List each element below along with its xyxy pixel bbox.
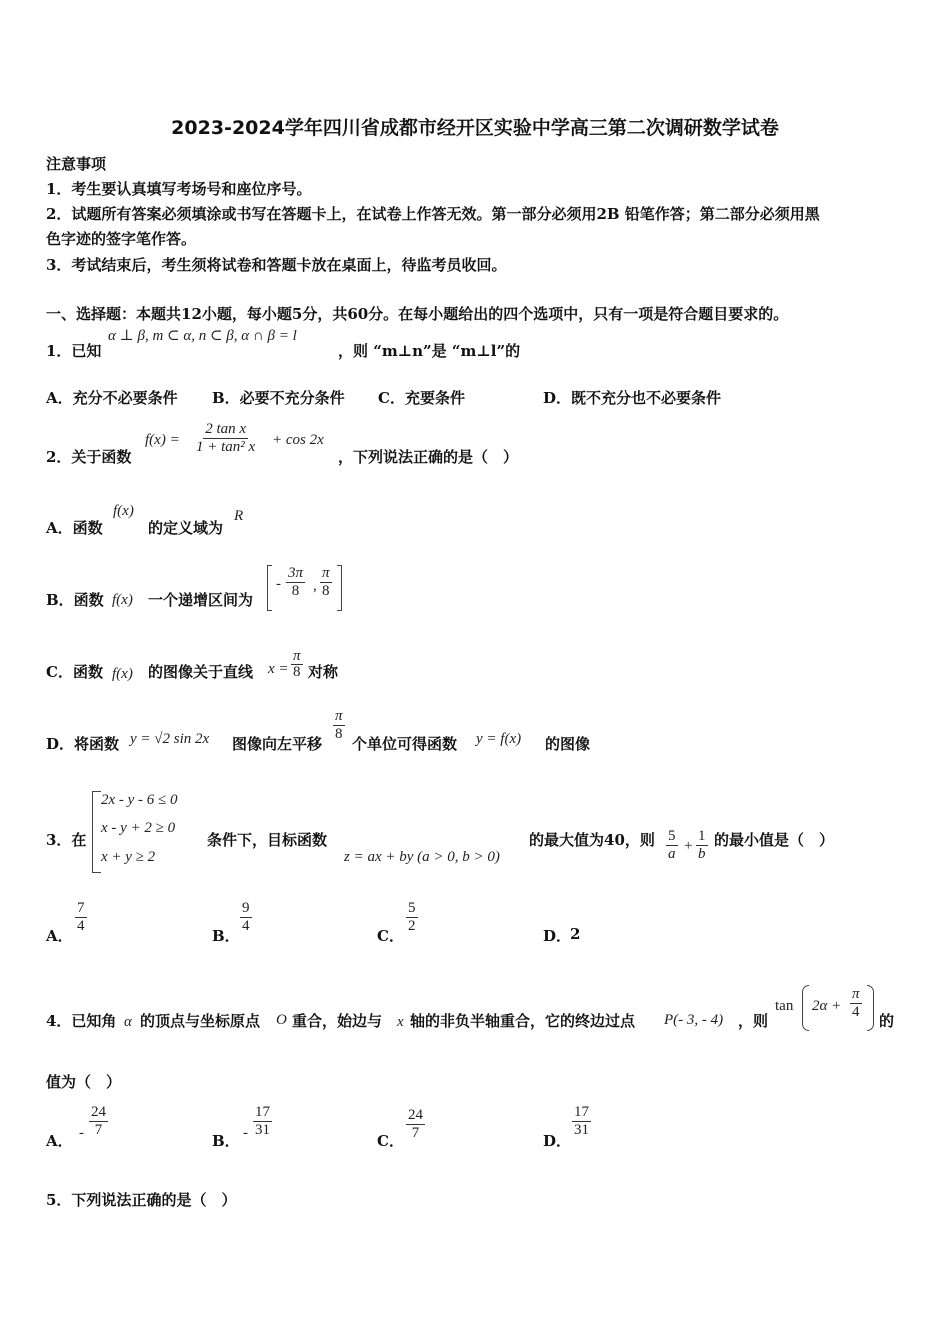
q4-text: 轴的非负半轴重合，它的终边过点 [410,1012,636,1030]
q3-f2-num: 1 [698,828,706,844]
q1-suffix: ，则 “m⊥n”是 “m⊥l”的 [338,342,521,360]
q2-prefix: 2．关于函数 [46,448,132,466]
q2-option-b-frac1 [286,565,305,600]
q3-c-den: 2 [408,918,416,934]
q4-option-d-label: D． [543,1132,572,1150]
q2-option-d-frac [333,708,345,743]
q4-x: x [397,1014,404,1030]
q3-c-num: 5 [408,900,416,916]
q1-option-c: C．充要条件 [378,389,465,407]
q4-text: 重合，始边与 [292,1012,383,1030]
q4-alpha: α [124,1014,132,1030]
q2-b-num1: 3π [288,565,304,581]
q5-text: 5．下列说法正确的是（ ） [46,1191,237,1209]
q2-option-b-fx: f(x) [112,592,133,608]
q2-option-c-prefix: C．函数 [46,663,103,681]
q3-f2-den: b [698,846,706,862]
q3-b-num: 9 [242,900,250,916]
q3-brace [92,791,101,873]
q2-option-d-text2: 个单位可得函数 [352,735,458,753]
q3-f1-den: a [668,846,676,862]
q2-option-b-text: 一个递增区间为 [148,591,254,609]
q4-text: 的 [879,1012,895,1030]
q2-option-a-text: 的定义域为 [148,519,224,537]
q2-option-b-right-bracket [337,565,342,611]
q3-frac1 [666,828,678,863]
q2-c-num: π [293,648,301,664]
q3-objective: z = ax + by (a > 0, b > 0) [344,849,500,865]
q2-option-b-minus: - [276,576,281,592]
q4-a-den: 7 [94,1122,103,1138]
q2-option-b-left-bracket [267,565,272,611]
q1-prefix: 1．已知 [46,342,102,360]
q3-a-num: 7 [77,900,85,916]
q4-arg: 2α + [812,998,842,1014]
q2-d-num: π [335,708,343,724]
q4-option-a-frac [89,1104,108,1139]
q2-option-c-frac [291,649,303,680]
q4-option-c-label: C． [377,1132,404,1150]
q2-d-den: 8 [335,726,343,742]
q4-c-num: 24 [408,1107,423,1123]
q3-a-den: 4 [77,918,85,934]
q4-left-paren [802,985,809,1031]
q4-arg-num: π [852,986,860,1002]
q3-suffix: 的最小值是（ ） [714,831,835,849]
q4-b-den: 31 [255,1122,270,1138]
q2-tail: + cos 2x [272,432,324,448]
q4-right-paren [867,985,874,1031]
q2-b-den2: 8 [322,583,330,599]
q2-option-a-prefix: A．函数 [46,519,103,537]
q2-option-d-suffix: 的图像 [545,735,591,753]
notice-item: 3．考试结束后，考生须将试卷和答题卡放在桌面上，待监考员收回。 [46,256,507,274]
q2-option-c-suffix: 对称 [308,663,339,681]
q4-origin: O [276,1012,287,1028]
q3-prefix: 3．在 [46,831,87,849]
q2-b-den1: 8 [291,583,300,599]
q3-option-d-value: 2 [570,925,581,943]
notice-heading: 注意事项 [46,155,107,173]
q2-option-c-text: 的图像关于直线 [148,663,254,681]
notice-item: 2．试题所有答案必须填涂或书写在答题卡上，在试卷上作答无效。第一部分必须用2B 铅笔作答；第二部分必须用黑 [46,205,820,223]
q2-option-c-x: x = [268,661,289,677]
q2-b-num2: π [322,565,330,581]
section-heading: 一、选择题：本题共12小题，每小题5分，共60分。在每小题给出的四个选项中，只有一项是符合题目要求的。 [46,305,789,323]
q4-text-line2: 值为（ ） [46,1073,122,1091]
q3-constraint: 2x - y - 6 ≤ 0 [101,792,178,808]
q4-c-den: 7 [411,1125,420,1141]
q3-f1-num: 5 [668,828,676,844]
q3-option-d-label: D． [543,927,572,945]
q3-constraint: x + y ≥ 2 [101,849,156,865]
q3-b-den: 4 [242,918,250,934]
q2-option-d-fn: y = f(x) [476,731,522,747]
q2-lhs: f(x) = [145,432,180,448]
q3-constraint: x - y + 2 ≥ 0 [101,820,176,836]
page-title: 2023-2024学年四川省成都市经开区实验中学高三第二次调研数学试卷 [171,117,779,139]
q3-plus: + [684,838,693,854]
q3-option-c-frac [406,900,418,935]
q2-c-den: 8 [293,664,301,680]
q4-point: P(- 3, - 4) [664,1012,724,1028]
q2-numerator: 2 tan x [205,421,247,437]
q2-suffix: ，下列说法正确的是（ ） [338,448,519,466]
q4-tan: tan [775,998,794,1014]
q3-option-c-label: C． [377,927,404,945]
q3-frac2 [696,828,708,863]
q4-option-a-sign: - [79,1125,84,1141]
q2-option-b-prefix: B．函数 [46,591,104,609]
q3-mid2: 的最大值为40，则 [529,831,655,849]
q2-denominator: 1 + tan² x [196,439,256,455]
q3-option-a-label: A． [46,927,73,945]
q1-option-d: D．既不充分也不必要条件 [543,389,722,407]
q4-option-b-label: B． [212,1132,240,1150]
q4-option-a-label: A． [46,1132,73,1150]
q1-option-a: A．充分不必要条件 [46,389,178,407]
q4-option-b-sign: - [243,1125,248,1141]
q4-d-den: 31 [574,1122,589,1138]
q3-mid: 条件下，目标函数 [207,831,328,849]
q2-option-d-prefix: D．将函数 [46,735,120,753]
q1-condition: α ⊥ β, m ⊂ α, n ⊂ β, α ∩ β = l [108,328,297,344]
q2-fraction [194,421,257,456]
q4-option-b-frac [253,1104,272,1139]
q4-text: 4．已知角 [46,1012,117,1030]
q2-option-b-comma: , [313,578,317,594]
q3-option-b-label: B． [212,927,240,945]
notice-item: 色字迹的签字笔作答。 [46,230,197,248]
notice-item: 1．考生要认真填写考场号和座位序号。 [46,180,312,198]
q4-d-num: 17 [574,1104,589,1120]
q4-b-num: 17 [255,1104,270,1120]
q3-option-b-frac [240,900,252,935]
q3-option-a-frac [75,900,87,935]
q2-option-d-y: y = √2 sin 2x [130,731,210,747]
q2-option-d-text: 图像向左平移 [232,735,323,753]
q2-option-a-R: R [234,508,244,524]
q4-arg-den: 4 [852,1004,860,1020]
q4-option-d-frac [572,1104,591,1139]
q2-option-b-frac2 [320,565,332,600]
q4-text: 的顶点与坐标原点 [140,1012,261,1030]
q2-option-c-fx: f(x) [112,666,133,682]
q4-a-num: 24 [91,1104,106,1120]
q4-option-c-frac [406,1107,425,1142]
q1-option-b: B．必要不充分条件 [212,389,345,407]
q2-option-a-fx: f(x) [113,503,134,519]
q4-text: ，则 [738,1012,769,1030]
q4-arg-frac [850,986,862,1021]
